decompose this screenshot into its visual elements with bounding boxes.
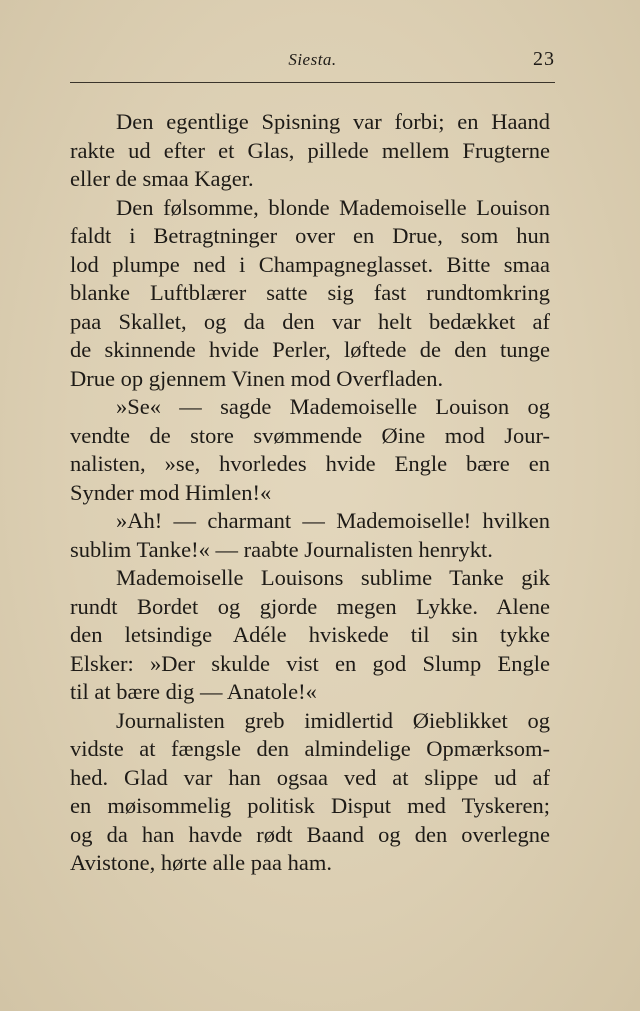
text-line: paa Skallet, og da den var helt bedækket af (70, 308, 550, 334)
text-line: Mademoiselle Louisons sublime Tanke gik (116, 565, 550, 590)
text-line: Drue op gjennem Vinen mod Overfladen. (70, 365, 444, 391)
text-line: »Ah! — charmant — Mademoiselle! hvilken (116, 508, 550, 533)
text-line: de skinnende hvide Perler, løftede de den tunge (70, 337, 550, 362)
text-line: hed. Glad var han ogsaa ved at slippe ud af (70, 764, 550, 790)
text-line: Den egentlige Spisning var forbi; en Haand (116, 109, 550, 134)
text-line: Avistone, hørte alle paa ham. (70, 850, 332, 875)
text-line: Den følsomme, blonde Mademoiselle Louison (116, 194, 550, 220)
text-line: rundt Bordet og gjorde megen Lykke. Alene (70, 593, 550, 619)
text-line: Synder mod Himlen!« (70, 479, 272, 505)
text-line: rakte ud efter et Glas, pillede mellem Frugterne (70, 137, 550, 163)
body-text (70, 108, 550, 878)
page-number: 23 (533, 48, 555, 70)
running-head (70, 46, 555, 83)
text-line: »Se« — sagde Mademoiselle Louison og (116, 394, 550, 419)
text-line: og da han havde rødt Baand og den overlegne (70, 821, 550, 847)
text-line: den letsindige Adéle hviskede til sin tykke (70, 622, 550, 647)
text-line: sublim Tanke!« — raabte Journalisten henrykt. (70, 536, 493, 562)
text-line: Journalisten greb imidlertid Øieblikket og (116, 707, 550, 733)
text-line: vendte de store svømmende Øine mod Jour- (70, 422, 550, 448)
text-line: til at bære dig — Anatole!« (70, 679, 317, 704)
text-line: en møisommelig politisk Disput med Tyskeren; (70, 793, 550, 818)
text-line: blanke Luftblærer satte sig fast rundtomkring (70, 280, 550, 305)
text-line: vidste at fængsle den almindelige Opmærksom- (70, 736, 550, 761)
text-line: eller de smaa Kager. (70, 166, 254, 191)
running-head-title: Siesta. (288, 50, 337, 69)
text-line: Elsker: »Der skulde vist en god Slump Engle (70, 650, 550, 676)
text-line: lod plumpe ned i Champagneglasset. Bitte smaa (70, 251, 550, 277)
text-line: faldt i Betragtninger over en Drue, som hun (70, 223, 550, 248)
text-line: nalisten, »se, hvorledes hvide Engle bære en (70, 451, 550, 476)
